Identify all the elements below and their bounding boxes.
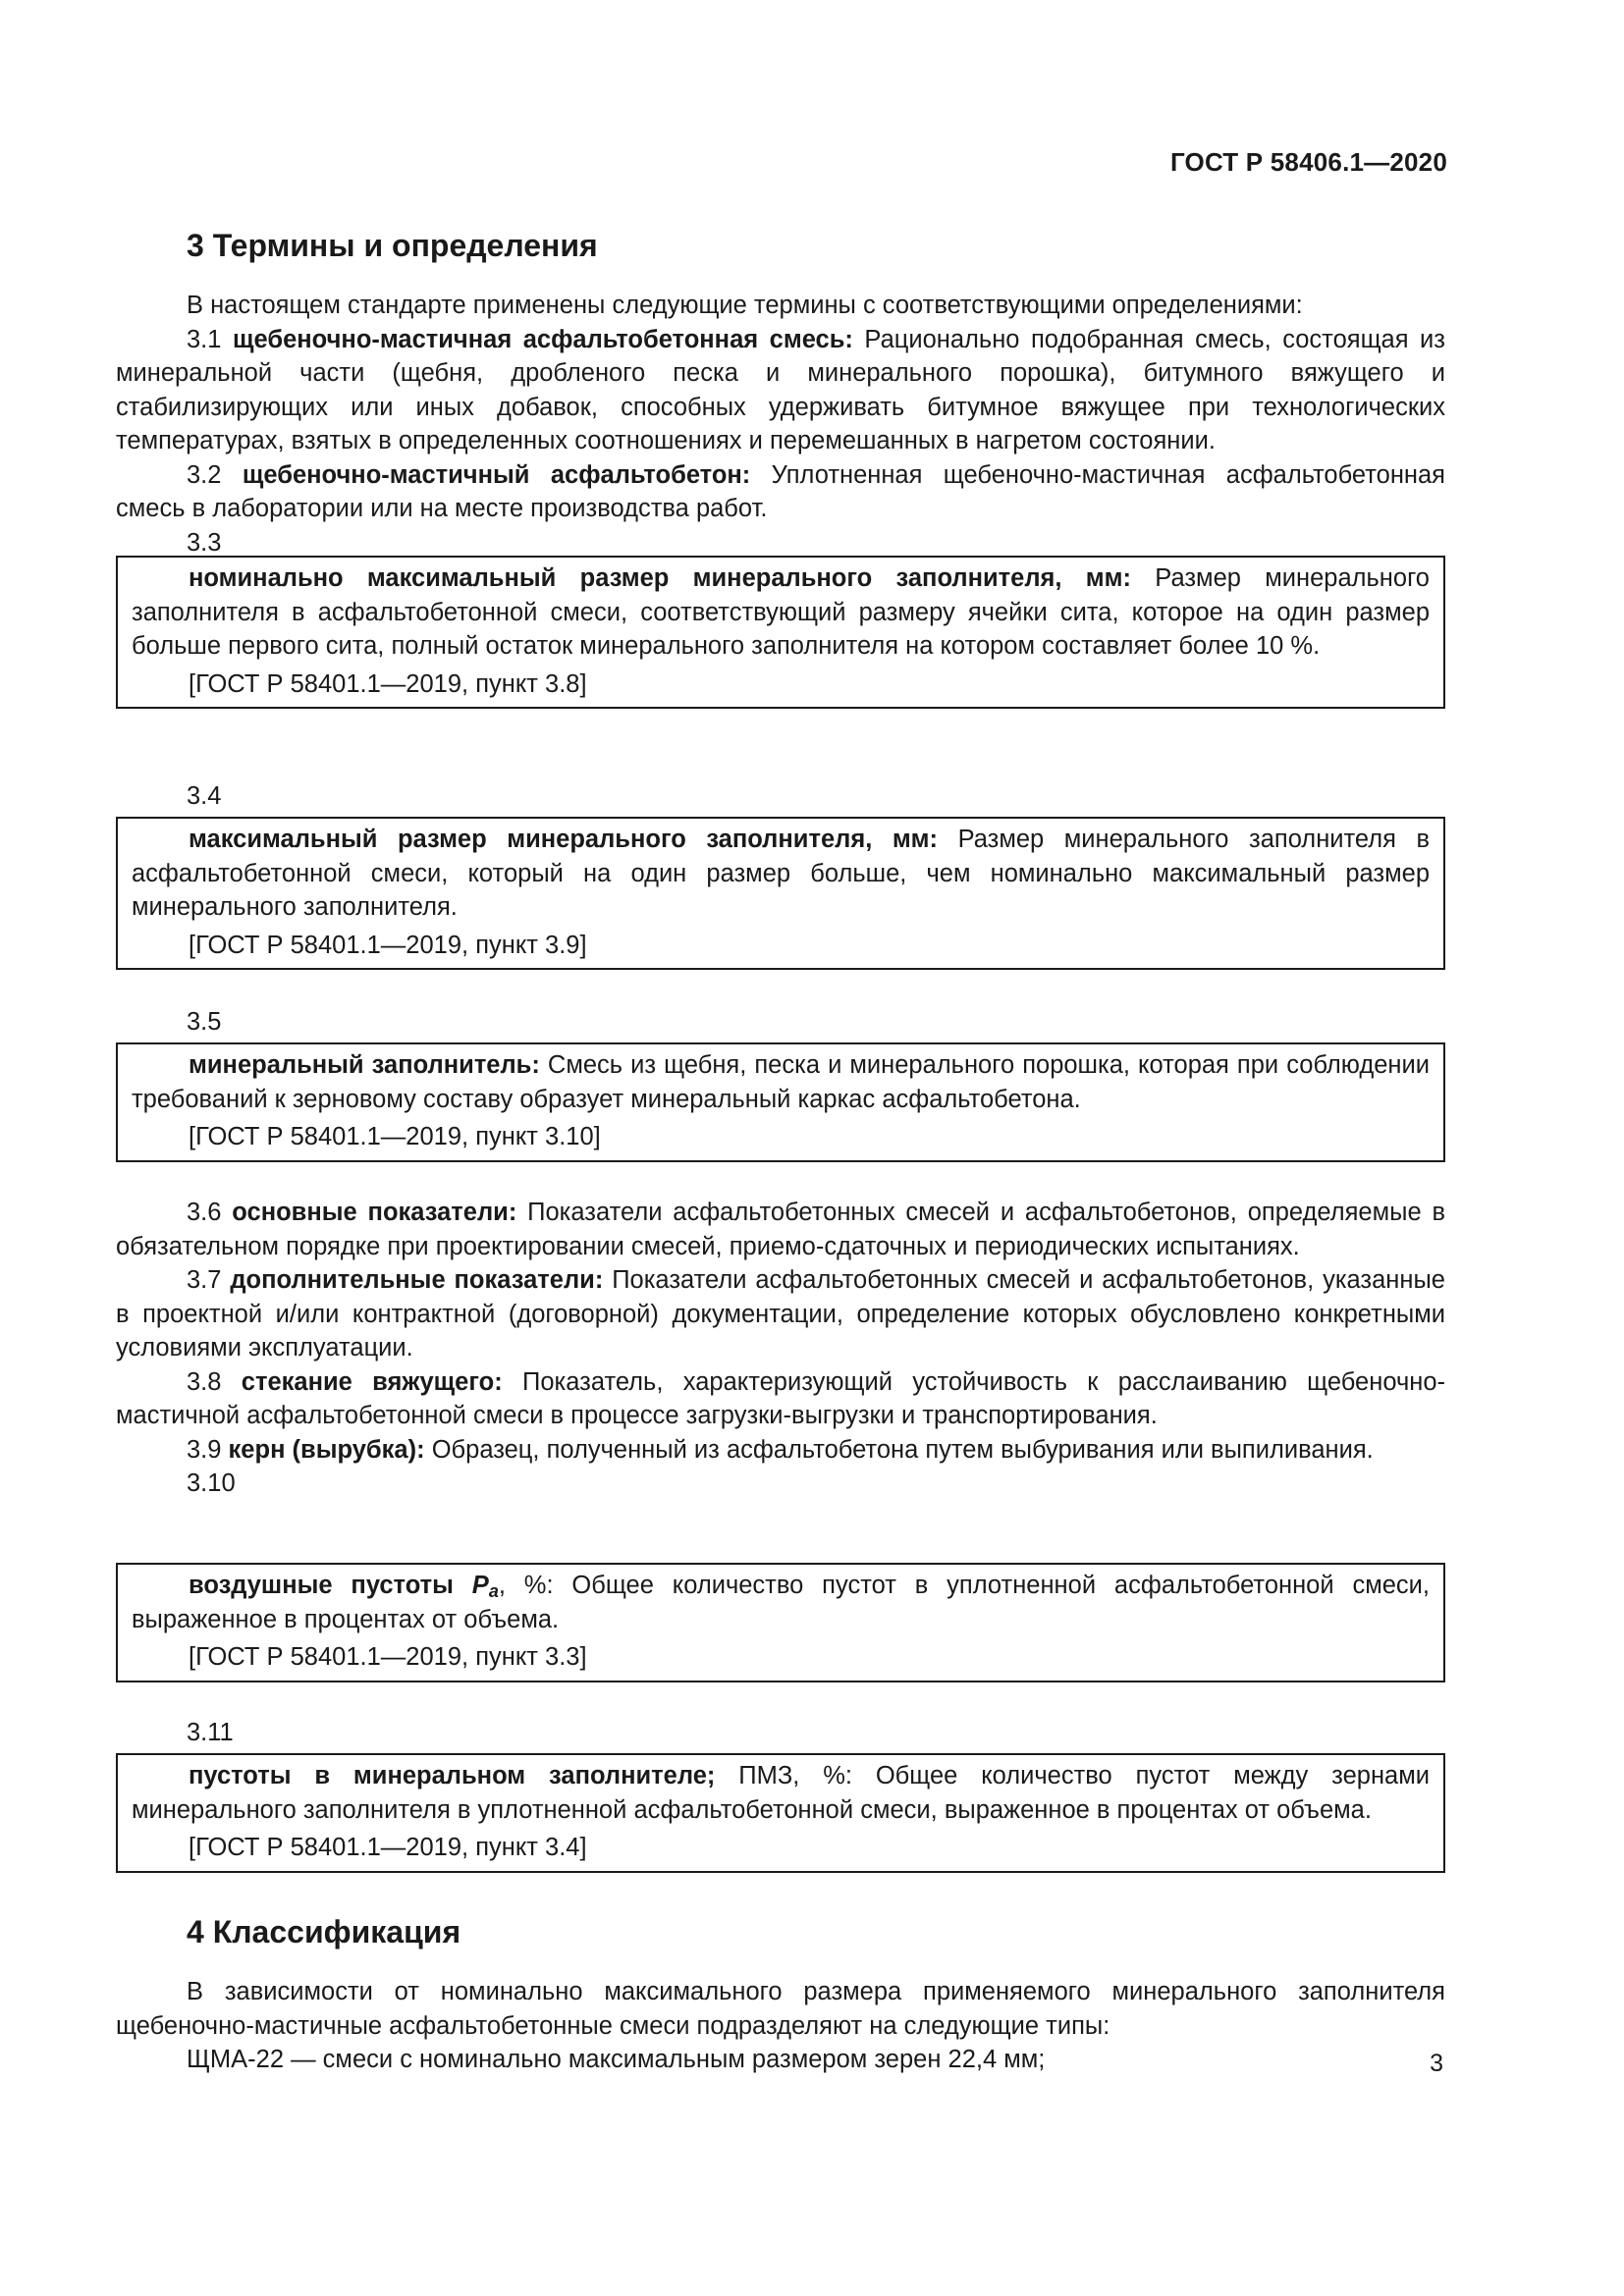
term-3-3-number: 3.3 [187, 528, 222, 557]
term-3-6: 3.6 основные показатели: Показатели асфальтобетонных смесей и асфальтобетонов, определяемые в обязательном порядке при проектировании смесей, приемо-сдаточных и периодических испытаниях. [116, 1199, 1445, 1260]
section-4-title: 4 Классификация [187, 1914, 461, 1949]
term-3-5-source: [ГОСТ Р 58401.1—2019, пункт 3.10] [189, 1123, 601, 1150]
term-3-3: номинально максимальный размер минерального заполнителя, мм: Размер минерального заполнителя в асфальтобетонной смеси, соответствующий размеру ячейки сита, которое на один размер больше первого сита, полный остаток минерального заполнителя на котором составляет более 10 %. [132, 564, 1430, 660]
term-3-9: 3.9 керн (вырубка): Образец, полученный из асфальтобетона путем выбуривания или выпиливания. [187, 1435, 1374, 1464]
term-3-5: минеральный заполнитель: Смесь из щебня, песка и минерального порошка, которая при соблюдении требований к зерновому составу образует минеральный каркас асфальтобетона. [132, 1051, 1430, 1113]
term-3-3-box [116, 556, 1445, 709]
page-number: 3 [1430, 2050, 1443, 2077]
document-header: ГОСТ Р 58406.1—2020 [1169, 147, 1447, 177]
term-3-11-box [116, 1753, 1445, 1873]
term-3-4: максимальный размер минерального заполнителя, мм: Размер минерального заполнителя в асфальтобетонной смеси, который на один размер больше, чем номинально максимальный размер минерального заполнителя. [132, 826, 1430, 921]
term-3-1: 3.1 щебеночно-мастичная асфальтобетонная смесь: Рационально подобранная смесь, состоящая из минеральной части (щебня, дробленого песка и минерального порошка), битумного вяжущего и стабилизирующих или иных добавок, способных удерживать битумное вяжущее при технологических температурах, взятых в определенных соотношениях и перемешанных в нагретом состоянии. [116, 325, 1445, 454]
term-3-7: 3.7 дополнительные показатели: Показатели асфальтобетонных смесей и асфальтобетонов, указанные в проектной и/или контрактной (договорной) документации, определение которых обусловлено конкретными условиями эксплуатации. [116, 1266, 1445, 1362]
section-3-body [116, 289, 1445, 560]
term-3-10-box [116, 1563, 1445, 1682]
term-3-11-source: [ГОСТ Р 58401.1—2019, пункт 3.4] [189, 1834, 587, 1861]
term-3-11: пустоты в минеральном заполнителе; ПМЗ, %: Общее количество пустот между зернами минерального заполнителя в уплотненной асфальтобетонной смеси, выраженное в процентах от объема. [132, 1762, 1430, 1824]
term-3-10: воздушные пустоты $P_a$, %: Общее количество пустот в уплотненной асфальтобетонной смеси, выраженное в процентах от объема. [132, 1572, 1431, 1633]
term-3-8: 3.8 стекание вяжущего: Показатель, характеризующий устойчивость к расслаиванию щебеночно-мастичной асфальтобетонной смеси в процессе загрузки-выгрузки и транспортирования. [116, 1367, 1445, 1429]
section-4-body [116, 1975, 1445, 2077]
section-4-item-1: ЩМА-22 — смеси с номинально максимальным размером зерен 22,4 мм; [187, 2046, 1046, 2073]
section-3-intro: В настоящем стандарте применены следующие термины с соответствующими определениями: [187, 292, 1303, 319]
term-3-5-number: 3.5 [187, 1008, 222, 1036]
terms-3-6-to-3-9 [116, 1196, 1445, 1501]
term-3-4-number: 3.4 [187, 782, 222, 810]
term-3-10-source: [ГОСТ Р 58401.1—2019, пункт 3.3] [189, 1643, 587, 1671]
section-4-paragraph: В зависимости от номинально максимального размера применяемого минерального заполнителя щебеночно-мастичные асфальтобетонные смеси подразделяют на следующие типы: [116, 1978, 1445, 2040]
term-3-2: 3.2 щебеночно-мастичный асфальтобетон: Уплотненная щебеночно-мастичная асфальтобетонная смесь в лаборатории или на месте производства работ. [116, 460, 1445, 522]
section-3-title: 3 Термины и определения [187, 228, 598, 263]
term-3-4-box [116, 817, 1445, 970]
term-3-5-box [116, 1042, 1445, 1162]
term-3-3-source: [ГОСТ Р 58401.1—2019, пункт 3.8] [189, 669, 587, 698]
term-3-4-source: [ГОСТ Р 58401.1—2019, пункт 3.9] [189, 931, 587, 959]
term-3-10-number: 3.10 [187, 1469, 236, 1497]
term-3-11-number: 3.11 [187, 1719, 234, 1746]
